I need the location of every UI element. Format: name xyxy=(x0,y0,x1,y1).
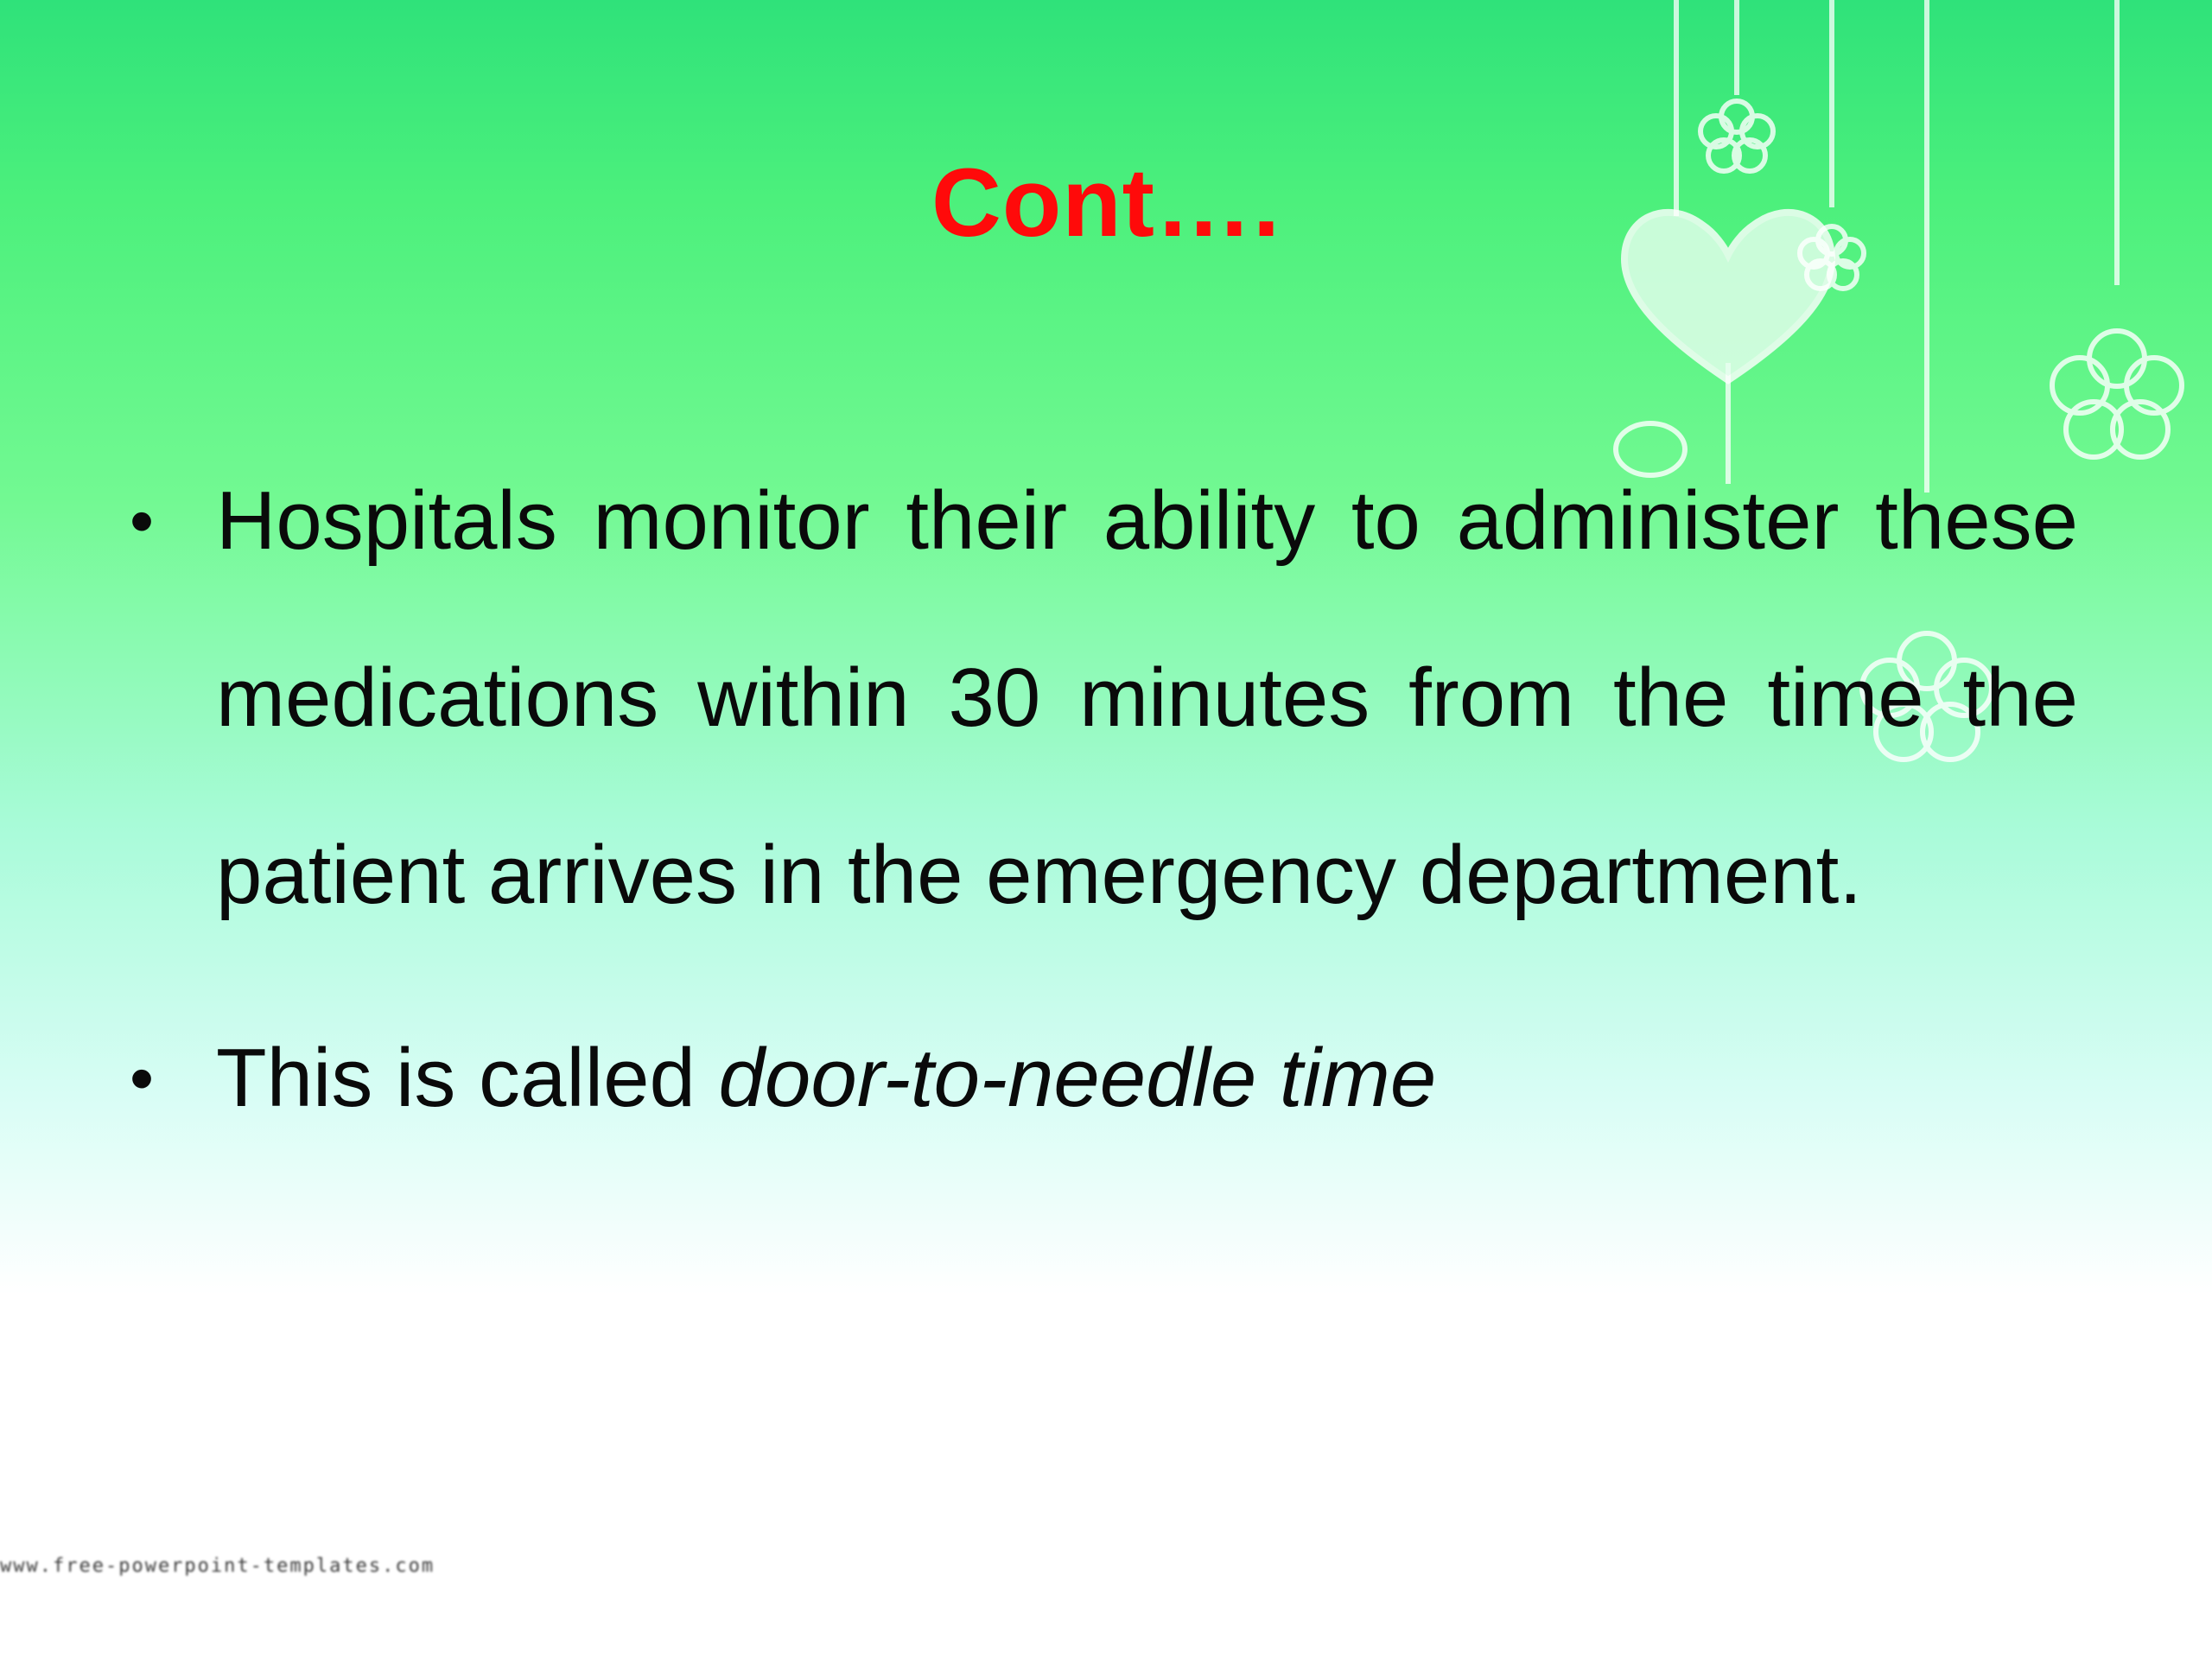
bullet-icon: • xyxy=(130,482,155,559)
list-item xyxy=(130,989,2078,1166)
slide-title: Cont…. xyxy=(931,149,1281,257)
template-watermark: www.free-powerpoint-templates.com xyxy=(0,1555,435,1577)
bullet-text-prefix: This is called xyxy=(216,1032,719,1124)
bullet-list xyxy=(130,432,2078,1166)
bullet-text-emphasis: door-to-needle time xyxy=(718,1032,1437,1124)
list-item xyxy=(130,432,2078,963)
bullet-text xyxy=(216,1032,1436,1124)
bullet-icon: • xyxy=(130,1039,155,1116)
bullet-text: Hospitals monitor their ability to administer these medications within 30 minutes from the time the patient arrives in the emergency department. xyxy=(216,474,2078,921)
